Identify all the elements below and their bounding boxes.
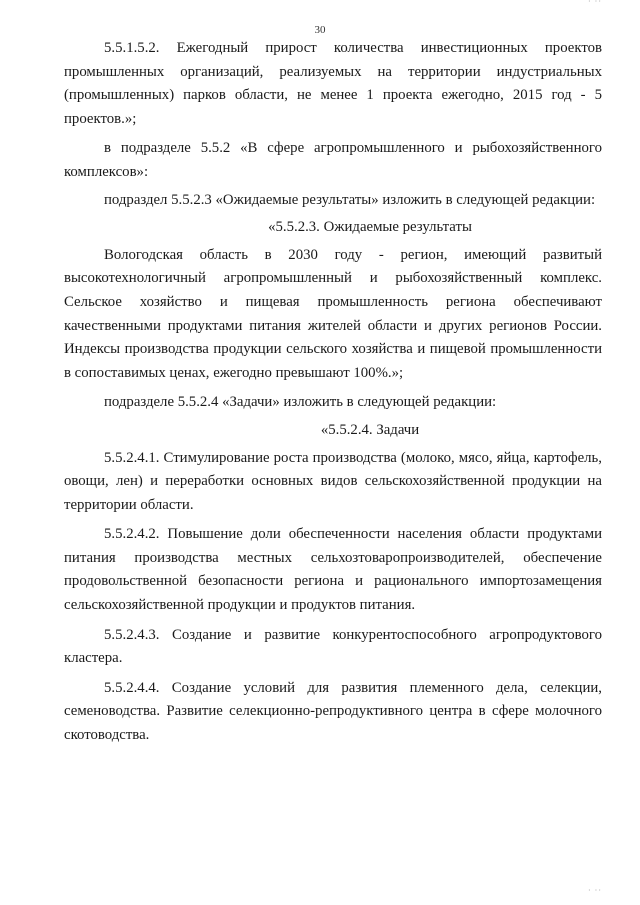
document-body [64, 37, 602, 754]
paragraph-task-5-5-2-4-2: 5.5.2.4.2. Повышение доли обеспеченности населения области продуктами питания производства местных сельхозтоваропроизводителей, обеспечение продовольственной безопасности региона и рационального импортозамещения сельскохозяйственной продукции и продуктов питания. [64, 526, 602, 614]
paragraph-task-5-5-2-4-1: 5.5.2.4.1. Стимулирование роста производства (молоко, мясо, яйца, картофель, овощи, лен) и переработки основных видов сельскохозяйственной продукции на территории области. [64, 449, 602, 513]
paragraph-task-5-5-2-4-4: 5.5.2.4.4. Создание условий для развития племенного дела, селекции, семеноводства. Развитие селекционно-репродуктивного центра в сфере молочного скотоводства. [64, 679, 602, 744]
corner-mark-top: · ·· [588, 0, 602, 6]
heading-tasks: «5.5.2.4. Задачи [320, 421, 420, 438]
paragraph-expected-results: Вологодская область в 2030 году - регион, имеющий развитый высокотехнологичный агропромышленный и рыбохозяйственный комплекс. Сельское хозяйство и пищевая промышленность региона обеспечивают качественными продуктами питания жителей области и других регионов России. Индексы производства продукции сельского хозяйства и пищевой промышленности в сопоставимых ценах, ежегодно превышают 100%.»; [64, 246, 602, 381]
paragraph-subsection-5-5-2: в подразделе 5.5.2 «В сфере агропромышленного и рыбохозяйственного комплексов»: [64, 140, 602, 180]
paragraph-5-5-1-5-2: 5.5.1.5.2. Ежегодный прирост количества инвестиционных проектов промышленных организаций, реализуемых на территории индустриальных (промышленных) парков области, не менее 1 проекта ежегодно, 2015 год - 5 проектов.»; [64, 40, 602, 127]
paragraph-task-5-5-2-4-3: 5.5.2.4.3. Создание и развитие конкурентоспособного агропродуктового кластера. [64, 626, 602, 667]
page-number: 30 [314, 24, 326, 36]
corner-mark-bottom: · ·· [588, 886, 602, 895]
paragraph-subsection-5-5-2-4-intro: подразделе 5.5.2.4 «Задачи» изложить в следующей редакции: [104, 394, 497, 411]
heading-expected-results: «5.5.2.3. Ожидаемые результаты [268, 219, 472, 236]
paragraph-subsection-5-5-2-3-intro: подраздел 5.5.2.3 «Ожидаемые результаты» изложить в следующей редакции: [104, 191, 596, 208]
